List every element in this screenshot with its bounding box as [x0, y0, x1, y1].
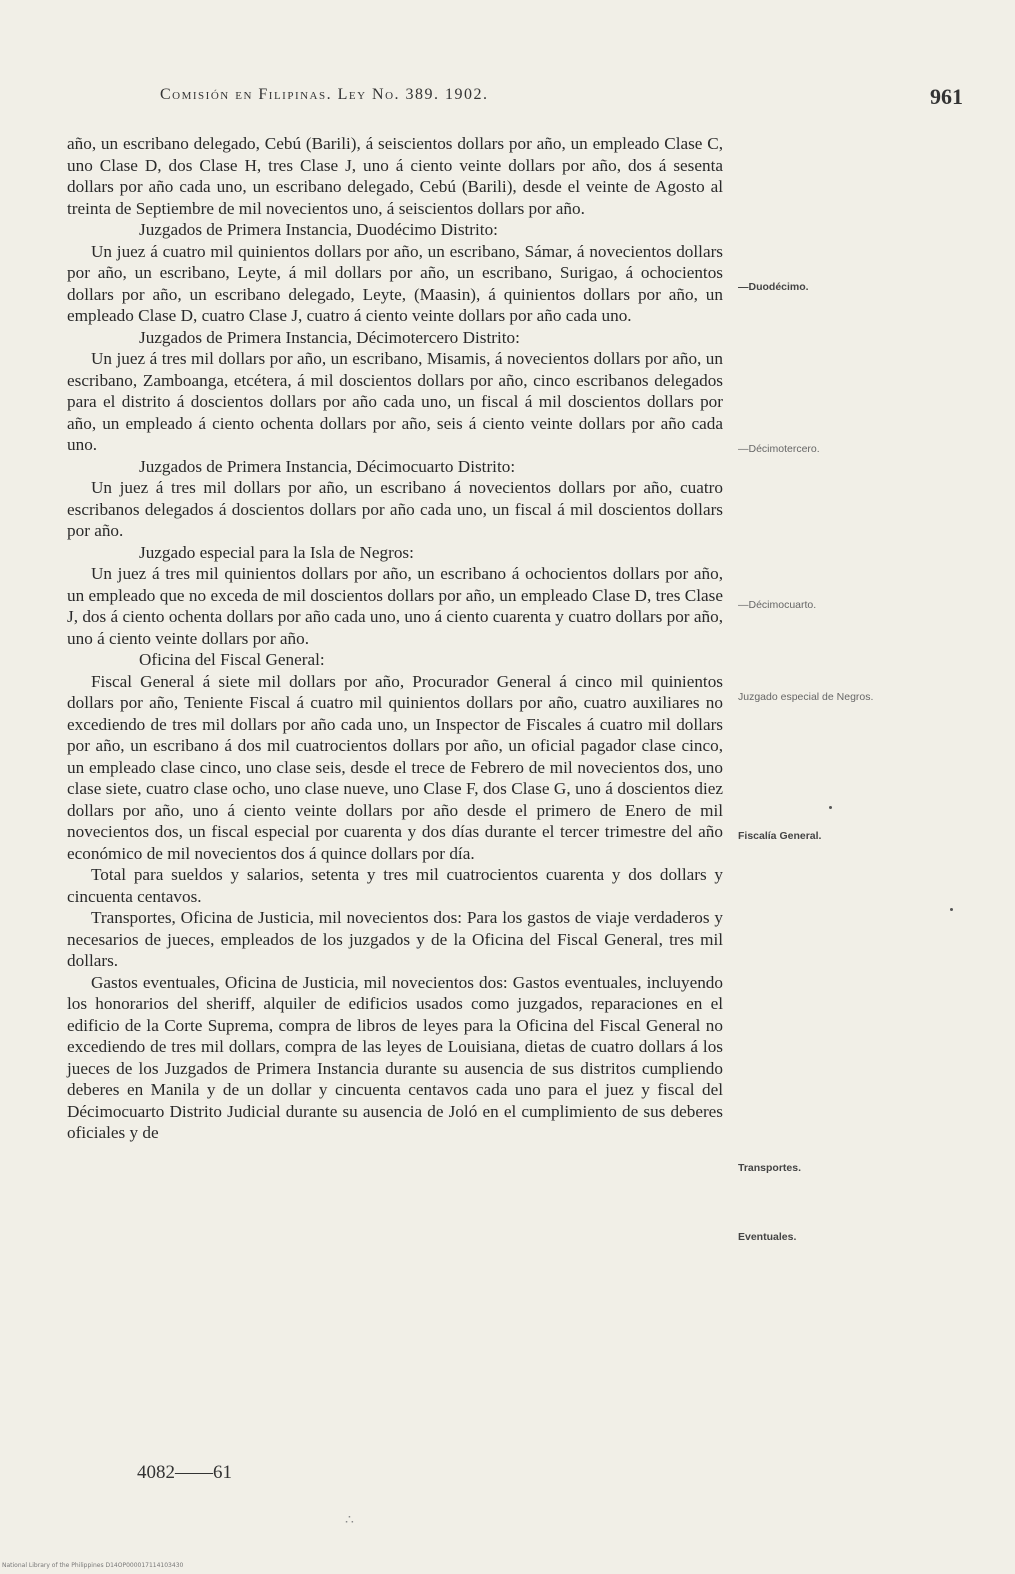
body-text — [67, 133, 723, 1144]
paragraph-transportes: Transportes, Oficina de Justicia, mil novecientos dos: Para los gastos de viaje verdaderos y necesarios de jueces, empleados de los juzgados y de la Oficina del Fiscal General, tres mil dollars. — [67, 908, 723, 970]
paper-speck — [950, 908, 953, 911]
paragraph-eventuales: Gastos eventuales, Oficina de Justicia, mil novecientos dos: Gastos eventuales, incluyendo los honorarios del sheriff, alquiler de edificios usados como juzgados, reparaciones en el edificio de la Corte Suprema, compra de libros de leyes para la Oficina del Fiscal General no excediendo de tres mil dollars, compra de las leyes de Louisiana, dietas de cuatro dollars á los jueces de los Juzgados de Primera Instancia durante su ausencia de sus distritos cumpliendo deberes en Manila y de un dollar y cincuenta centavos cada uno para el juez y fiscal del Décimocuarto Distrito Judicial durante su ausencia de Joló en el cumplimiento de sus deberes oficiales y de — [67, 972, 723, 1142]
footer-mark: ∴ — [345, 1513, 354, 1528]
margin-note-decimocuarto: —Décimocuarto. — [738, 599, 817, 611]
margin-note-fiscalia: Fiscalía General. — [738, 830, 822, 842]
paragraph-negros: Un juez á tres mil quinientos dollars por año, un escribano á ochocientos dollars por año, un empleado que no exceda de mil doscientos dollars por año, un empleado Clase D, tres Clase J, dos á ciento ochenta dollars por año cada uno, uno á ciento cuarenta y cuatro dollars por año, uno á ciento veinte dollars por año. — [67, 564, 723, 648]
paragraph-duodecimo: Un juez á cuatro mil quinientos dollars por año, un escribano, Sámar, á novecientos dollars por año, un escribano, Leyte, á mil dollars por año, un escribano, Surigao, á ochocientos dollars por año, un escribano delegado, Leyte, (Maasin), á quinientos dollars por año, un empleado Clase D, cuatro Clase J, cuatro á ciento veinte dollars por año cada uno. — [67, 241, 723, 325]
paragraph-total: Total para sueldos y salarios, setenta y tres mil cuatrocientos cuarenta y dos dollars y cincuenta centavos. — [67, 865, 723, 906]
heading-negros: Juzgado especial para la Isla de Negros: — [139, 542, 414, 562]
margin-note-negros: Juzgado especial de Negros. — [738, 691, 874, 703]
scan-credit: National Library of the Philippines D14OP000017114103430 — [2, 1562, 184, 1569]
running-head: Comisión en Filipinas. Ley No. 389. 1902. — [160, 86, 489, 103]
paragraph-decimotercero: Un juez á tres mil dollars por año, un escribano, Misamis, á novecientos dollars por año, un escribano, Zamboanga, etcétera, á mil doscientos dollars por año, cinco escribanos delegados para el distrito á doscientos dollars por año cada uno, un fiscal á mil doscientos dollars por año, un empleado á ciento ochenta dollars por año, seis á ciento veinte dollars por año cada uno. — [67, 349, 723, 454]
page-number: 961 — [930, 84, 963, 109]
heading-decimocuarto: Juzgados de Primera Instancia, Décimocuarto Distrito: — [139, 456, 516, 476]
paragraph-cebu: año, un escribano delegado, Cebú (Barili), á seiscientos dollars por año, un empleado Clase C, uno Clase D, dos Clase H, tres Clase J, uno á ciento veinte dollars por año, dos á sesenta dollars por año cada uno, un escribano delegado, Cebú (Barili), desde el veinte de Agosto al treinta de Septiembre de mil novecientos uno, á seiscientos dollars por año. — [67, 134, 723, 218]
heading-fiscal-general: Oficina del Fiscal General: — [139, 650, 325, 669]
margin-note-duodecimo: —Duodécimo. — [738, 281, 809, 293]
margin-note-transportes: Transportes. — [738, 1162, 802, 1174]
printer-signature: 4082——61 — [137, 1462, 232, 1483]
paper-speck — [829, 806, 832, 809]
heading-duodecimo: Juzgados de Primera Instancia, Duodécimo Distrito: — [139, 220, 498, 239]
paragraph-fiscal-general: Fiscal General á siete mil dollars por año, Procurador General á cinco mil quinientos dollars por año, Teniente Fiscal á cuatro mil quinientos dollars por año, cuatro auxiliares no excediendo de tres mil dollars por año cada uno, un Inspector de Fiscales á cuatro mil dollars por año, un escribano á dos mil cuatrocientos dollars por año, un oficial pagador clase cinco, un empleado clase cinco, uno clase seis, desde el trece de Febrero de mil novecientos dos, uno clase siete, cuatro clase ocho, uno clase nueve, uno Clase F, dos Clase G, uno á doscientos diez dollars por año, uno á ciento veinte dollars por año desde el primero de Enero de mil novecientos dos, un fiscal especial por cuarenta y dos días durante el tercer trimestre del año económico de mil novecientos dos á quince dollars por día. — [67, 671, 723, 863]
margin-note-decimotercero: —Décimotercero. — [738, 443, 820, 455]
margin-note-eventuales: Eventuales. — [738, 1231, 797, 1243]
heading-decimotercero: Juzgados de Primera Instancia, Décimotercero Distrito: — [139, 327, 520, 347]
paragraph-decimocuarto: Un juez á tres mil dollars por año, un escribano á novecientos dollars por año, cuatro escribanos delegados á doscientos dollars por año cada uno, un fiscal á mil doscientos dollars por año. — [67, 478, 723, 540]
